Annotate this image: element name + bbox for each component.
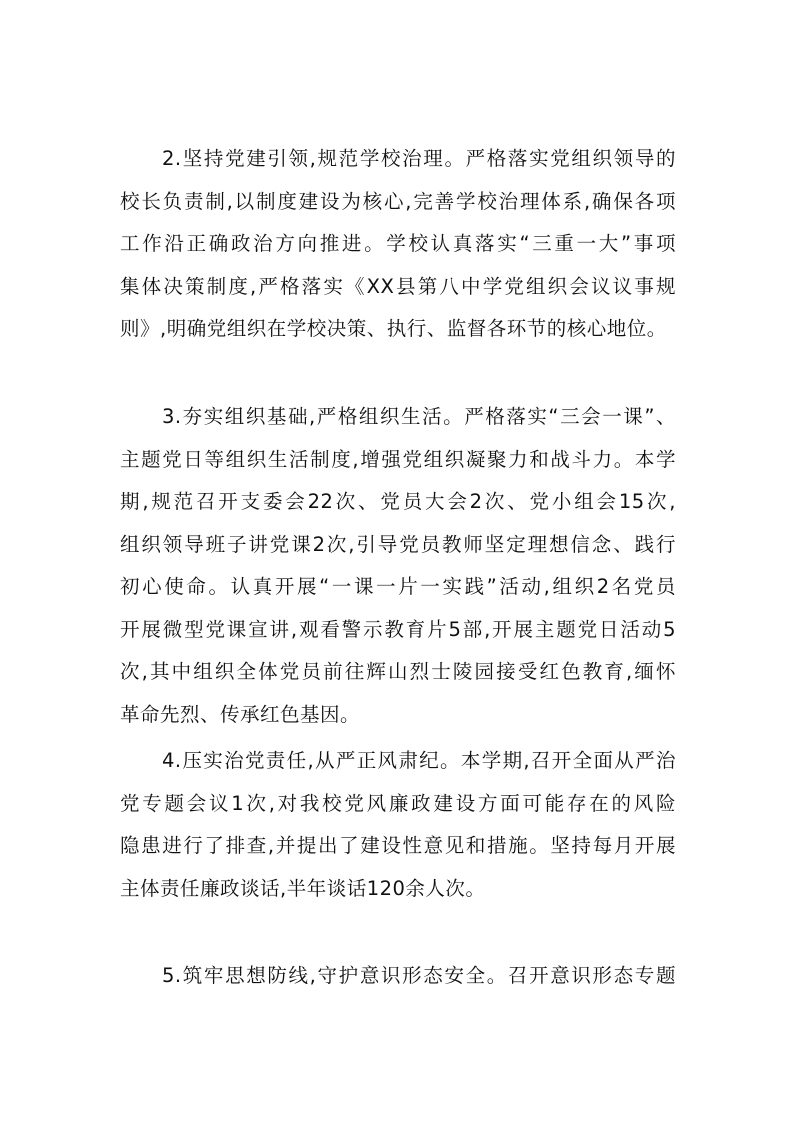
paragraph-line: 期,规范召开支委会22次、党员大会2次、党小组会15次, bbox=[120, 490, 676, 513]
paragraph-line: 组织领导班子讲党课2次,引导党员教师坚定理想信念、践行 bbox=[120, 532, 676, 556]
paragraph-line: 主体责任廉政谈话,半年谈话120余人次。 bbox=[120, 876, 486, 900]
paragraph-line: 革命先烈、传承红色基因。 bbox=[120, 702, 361, 726]
paragraph-line: 开展微型党课宣讲,观看警示教育片5部,开展主题党日活动5 bbox=[120, 617, 676, 641]
paragraph-line: 工作沿正确政治方向推进。学校认真落实“三重一大”事项 bbox=[120, 232, 676, 255]
paragraph-5-ideology-security bbox=[120, 955, 676, 998]
paragraph-2-party-building-governance bbox=[120, 138, 676, 351]
paragraph-line: 隐患进行了排查,并提出了建设性意见和措施。坚持每月开展 bbox=[120, 834, 676, 857]
paragraph-line: 4.压实治党责任,从严正风肃纪。本学期,召开全面从严治 bbox=[162, 749, 676, 772]
paragraph-line: 主题党日等组织生活制度,增强党组织凝聚力和战斗力。本学 bbox=[120, 447, 676, 471]
paragraph-line: 则》,明确党组织在学校决策、执行、监督各环节的核心地位。 bbox=[120, 317, 667, 340]
paragraph-line: 次,其中组织全体党员前往辉山烈士陵园接受红色教育,缅怀 bbox=[120, 660, 676, 683]
paragraph-line: 3.夯实组织基础,严格组织生活。严格落实“三会一课”、 bbox=[162, 405, 676, 428]
paragraph-line: 党专题会议1次,对我校党风廉政建设方面可能存在的风险 bbox=[120, 791, 676, 815]
paragraph-line: 校长负责制,以制度建设为核心,完善学校治理体系,确保各项 bbox=[120, 189, 676, 213]
paragraph-3-organization-life bbox=[120, 396, 676, 736]
paragraph-line: 集体决策制度,严格落实《XX县第八中学党组织会议议事规 bbox=[120, 274, 676, 298]
paragraph-line: 5.筑牢思想防线,守护意识形态安全。召开意识形态专题 bbox=[162, 964, 676, 987]
paragraph-line: 初心使命。认真开展“一课一片一实践”活动,组织2名党员 bbox=[120, 575, 676, 598]
paragraph-line: 2.坚持党建引领,规范学校治理。严格落实党组织领导的 bbox=[162, 147, 676, 170]
paragraph-4-party-discipline bbox=[120, 740, 676, 910]
